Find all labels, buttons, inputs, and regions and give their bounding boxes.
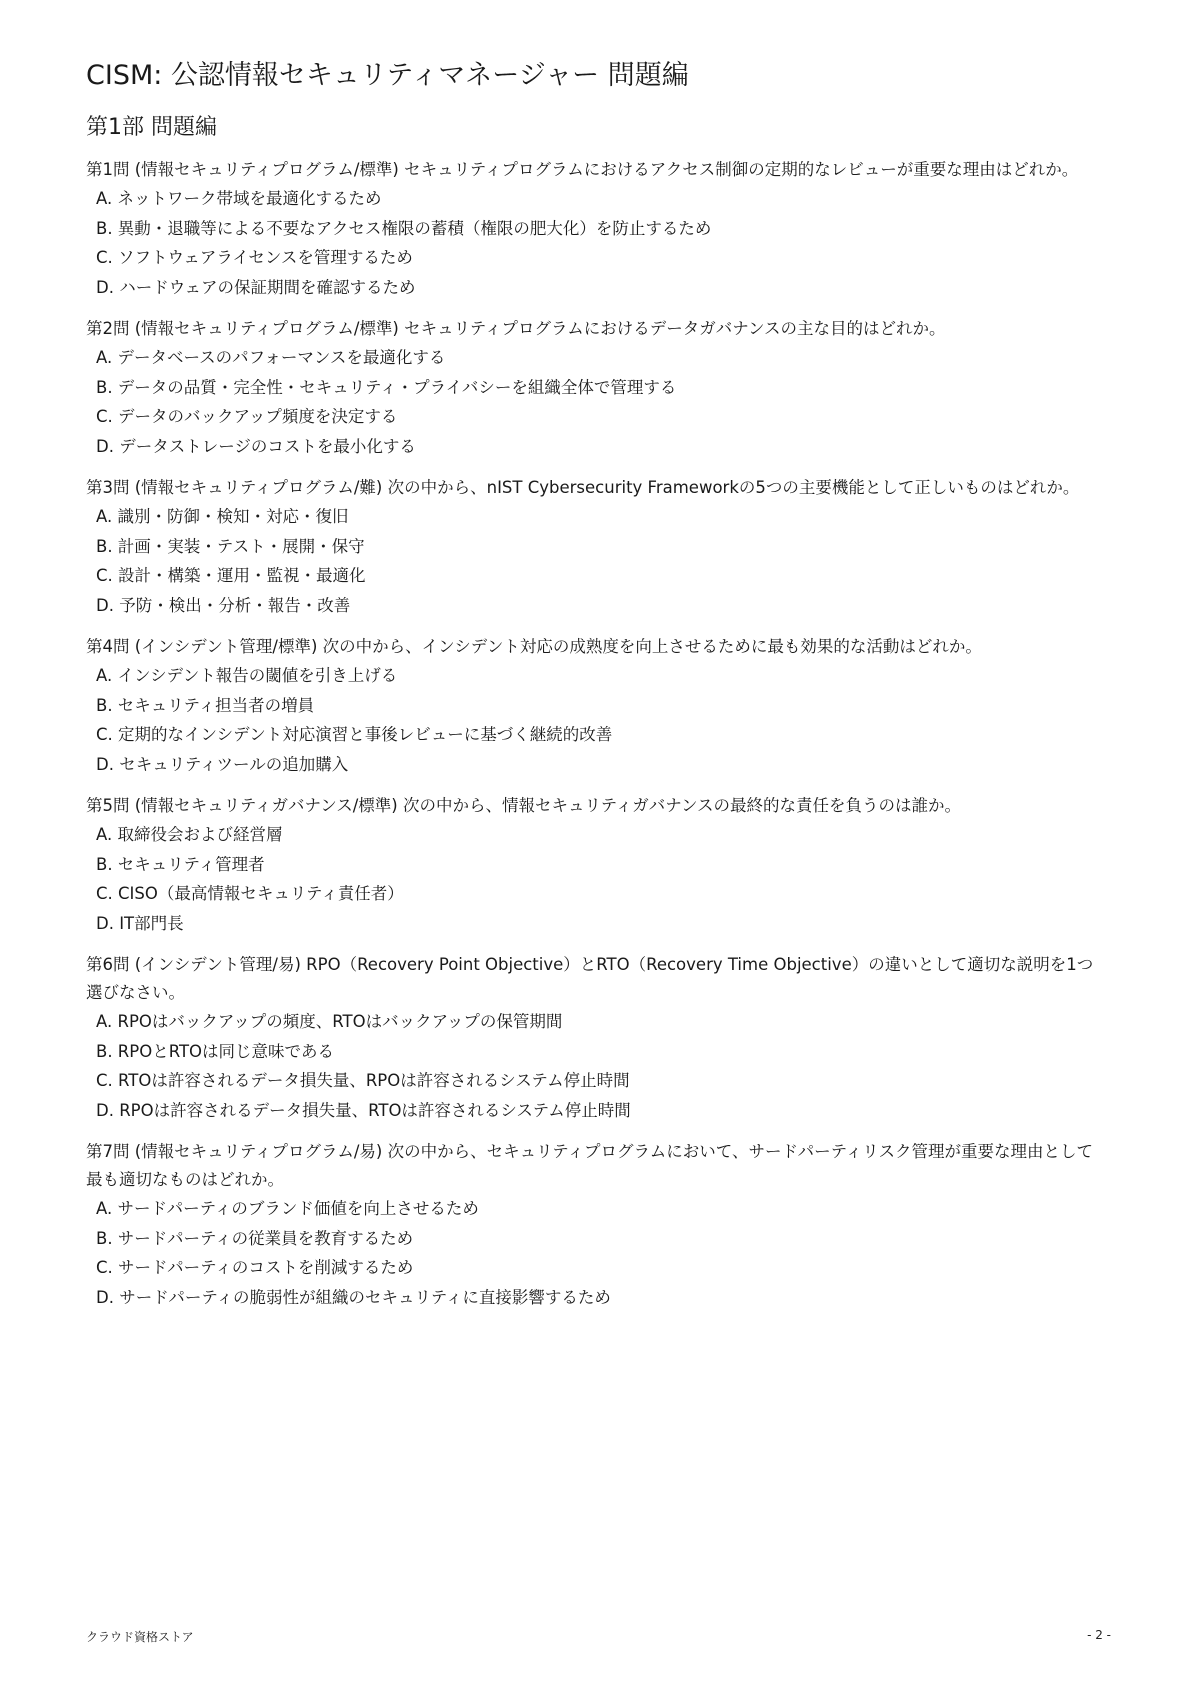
document-page [86,56,1106,1325]
answer-option: B. セキュリティ担当者の増員 [96,695,315,715]
part-title: 第1部 問題編 [86,115,217,140]
question-text: 第4問 (インシデント管理/標準) 次の中から、インシデント対応の成熟度を向上させるために最も効果的な活動はどれか。 [86,637,982,656]
answer-option: C. CISO（最高情報セキュリティ責任者） [96,884,404,903]
question-block [86,1138,1106,1312]
question-block [86,633,1106,779]
answer-option: A. RPOはバックアップの頻度、RTOはバックアップの保管期間 [96,1012,563,1031]
answer-option: D. 予防・検出・分析・報告・改善 [96,595,351,615]
answer-option: D. IT部門長 [96,913,184,933]
question-text: 第1問 (情報セキュリティプログラム/標準) セキュリティプログラムにおけるアクセス制御の定期的なレビューが重要な理由はどれか。 [86,160,1079,179]
question-block [86,951,1106,1125]
answer-option: A. 取締役会および経営層 [96,825,283,844]
answer-option: D. ハードウェアの保証期間を確認するため [96,277,416,297]
answer-option: B. サードパーティの従業員を教育するため [96,1228,414,1248]
answer-option: D. セキュリティツールの追加購入 [96,754,349,774]
answer-option: C. 定期的なインシデント対応演習と事後レビューに基づく継続的改善 [96,725,613,744]
answer-option: B. セキュリティ管理者 [96,854,265,874]
answer-option: D. RPOは許容されるデータ損失量、RTOは許容されるシステム停止時間 [96,1100,631,1120]
answer-option: C. 設計・構築・運用・監視・最適化 [96,566,366,585]
question-text: 第5問 (情報セキュリティガバナンス/標準) 次の中から、情報セキュリティガバナンスの最終的な責任を負うのは誰か。 [86,796,961,815]
question-block [86,315,1106,461]
answer-option: C. サードパーティのコストを削減するため [96,1258,414,1277]
answer-option: D. データストレージのコストを最小化する [96,436,416,456]
answer-option: A. 識別・防御・検知・対応・復旧 [96,507,349,526]
question-block [86,474,1106,620]
answer-option: B. 異動・退職等による不要なアクセス権限の蓄積（権限の肥大化）を防止するため [96,218,712,238]
answer-option: A. インシデント報告の閾値を引き上げる [96,666,398,685]
footer-page-number: - 2 - [1087,1628,1111,1642]
question-block [86,156,1106,302]
answer-option: C. ソフトウェアライセンスを管理するため [96,248,413,267]
footer-publisher: クラウド資格ストア [86,1630,194,1644]
document-title: CISM: 公認情報セキュリティマネージャー 問題編 [86,60,689,91]
answer-option: B. データの品質・完全性・セキュリティ・プライバシーを組織全体で管理する [96,377,677,397]
answer-option: B. RPOとRTOは同じ意味である [96,1041,335,1061]
question-text: 第2問 (情報セキュリティプログラム/標準) セキュリティプログラムにおけるデータガバナンスの主な目的はどれか。 [86,319,946,338]
question-text: 第3問 (情報セキュリティプログラム/難) 次の中から、nIST Cybersecurity Frameworkの5つの主要機能として正しいものはどれか。 [86,478,1080,497]
answer-option: A. ネットワーク帯域を最適化するため [96,189,382,208]
question-block [86,792,1106,938]
answer-option: D. サードパーティの脆弱性が組織のセキュリティに直接影響するため [96,1287,611,1307]
question-list [86,156,1106,1312]
answer-option: B. 計画・実装・テスト・展開・保守 [96,536,365,556]
answer-option: C. データのバックアップ頻度を決定する [96,407,398,426]
question-text: 第7問 (情報セキュリティプログラム/易) 次の中から、セキュリティプログラムにおいて、サードパーティリスク管理が重要な理由として最も適切なものはどれか。 [86,1142,1093,1189]
answer-option: A. データベースのパフォーマンスを最適化する [96,348,446,367]
answer-option: C. RTOは許容されるデータ損失量、RPOは許容されるシステム停止時間 [96,1071,630,1090]
answer-option: A. サードパーティのブランド価値を向上させるため [96,1199,479,1218]
question-text: 第6問 (インシデント管理/易) RPO（Recovery Point Objective）とRTO（Recovery Time Objective）の違いとして適切な説明を1つ選びなさい。 [86,955,1094,1002]
